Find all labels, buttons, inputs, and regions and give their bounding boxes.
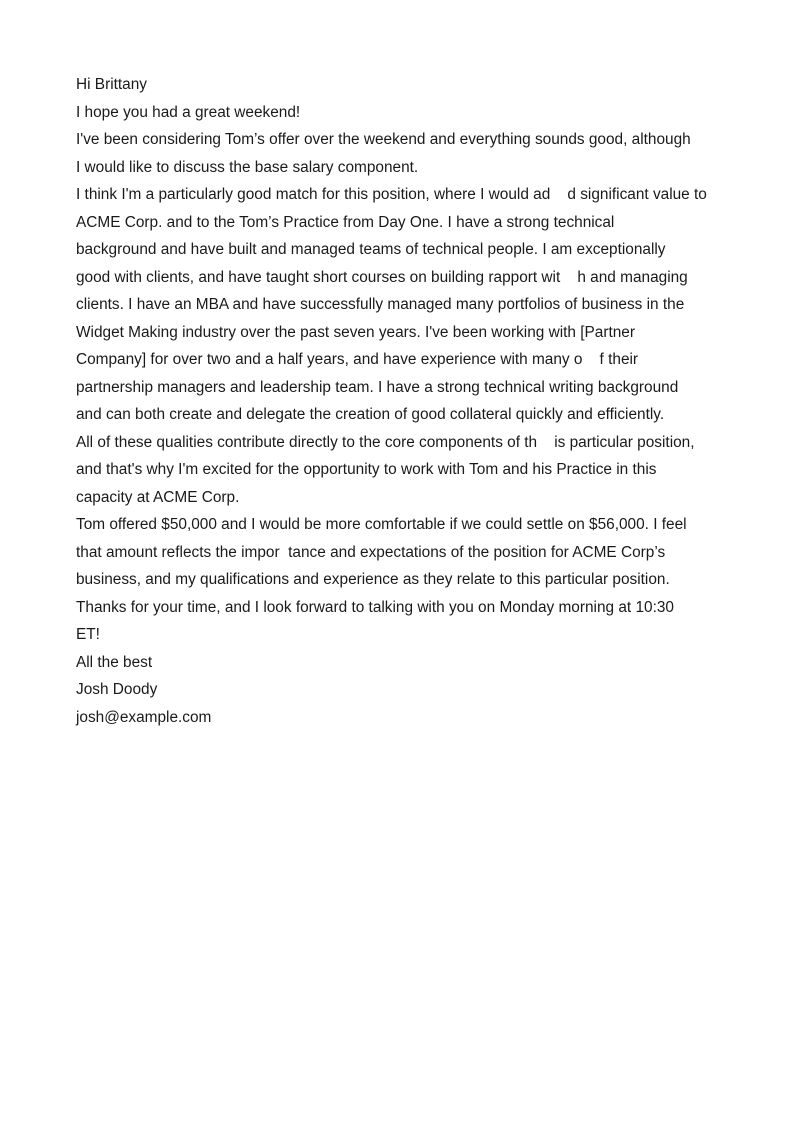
letter-line: I've been considering Tom’s offer over the weekend and everything sounds good, although (76, 131, 691, 148)
letter-line: background and have built and managed teams of technical people. I am exceptionally (76, 241, 666, 258)
letter-line: Tom offered $50,000 and I would be more comfortable if we could settle on $56,000. I feel (76, 516, 687, 533)
letter-line: I hope you had a great weekend! (76, 103, 301, 121)
letter-line: Thanks for your time, and I look forward to talking with you on Monday morning at 10:30 (76, 598, 674, 616)
letter-line: good with clients, and have taught short courses on building rapport wit h and managing (76, 268, 688, 286)
letter-line: All of these qualities contribute directly to the core components of th is particular position, (76, 433, 695, 451)
letter-line: Company] for over two and a half years, and have experience with many o f their (76, 351, 639, 368)
letter-line: partnership managers and leadership team. I have a strong technical writing background (76, 378, 679, 396)
letter-line: Widget Making industry over the past seven years. I've been working with [Partner (76, 323, 635, 341)
letter-line: ET! (76, 626, 100, 643)
letter-line: I would like to discuss the base salary component. (76, 158, 419, 176)
letter-line: capacity at ACME Corp. (76, 488, 240, 506)
letter-line: and can both create and delegate the creation of good collateral quickly and efficiently. (76, 406, 665, 423)
letter-body (76, 71, 736, 731)
letter-line: that amount reflects the impor tance and expectations of the position for ACME Corp’s (76, 543, 666, 561)
signature-email: josh@example.com (76, 708, 212, 726)
letter-line: ACME Corp. and to the Tom’s Practice from Day One. I have a strong technical (76, 213, 615, 231)
signature-name: Josh Doody (76, 681, 158, 698)
closing-line: All the best (76, 653, 153, 671)
letter-line: I think I'm a particularly good match for this position, where I would ad d significant value to (76, 186, 707, 203)
letter-line: and that's why I'm excited for the opportunity to work with Tom and his Practice in this (76, 461, 657, 478)
letter-line: business, and my qualifications and experience as they relate to this particular position. (76, 571, 670, 588)
letter-line: clients. I have an MBA and have successfully managed many portfolios of business in the (76, 296, 685, 313)
greeting-line: Hi Brittany (76, 76, 147, 93)
